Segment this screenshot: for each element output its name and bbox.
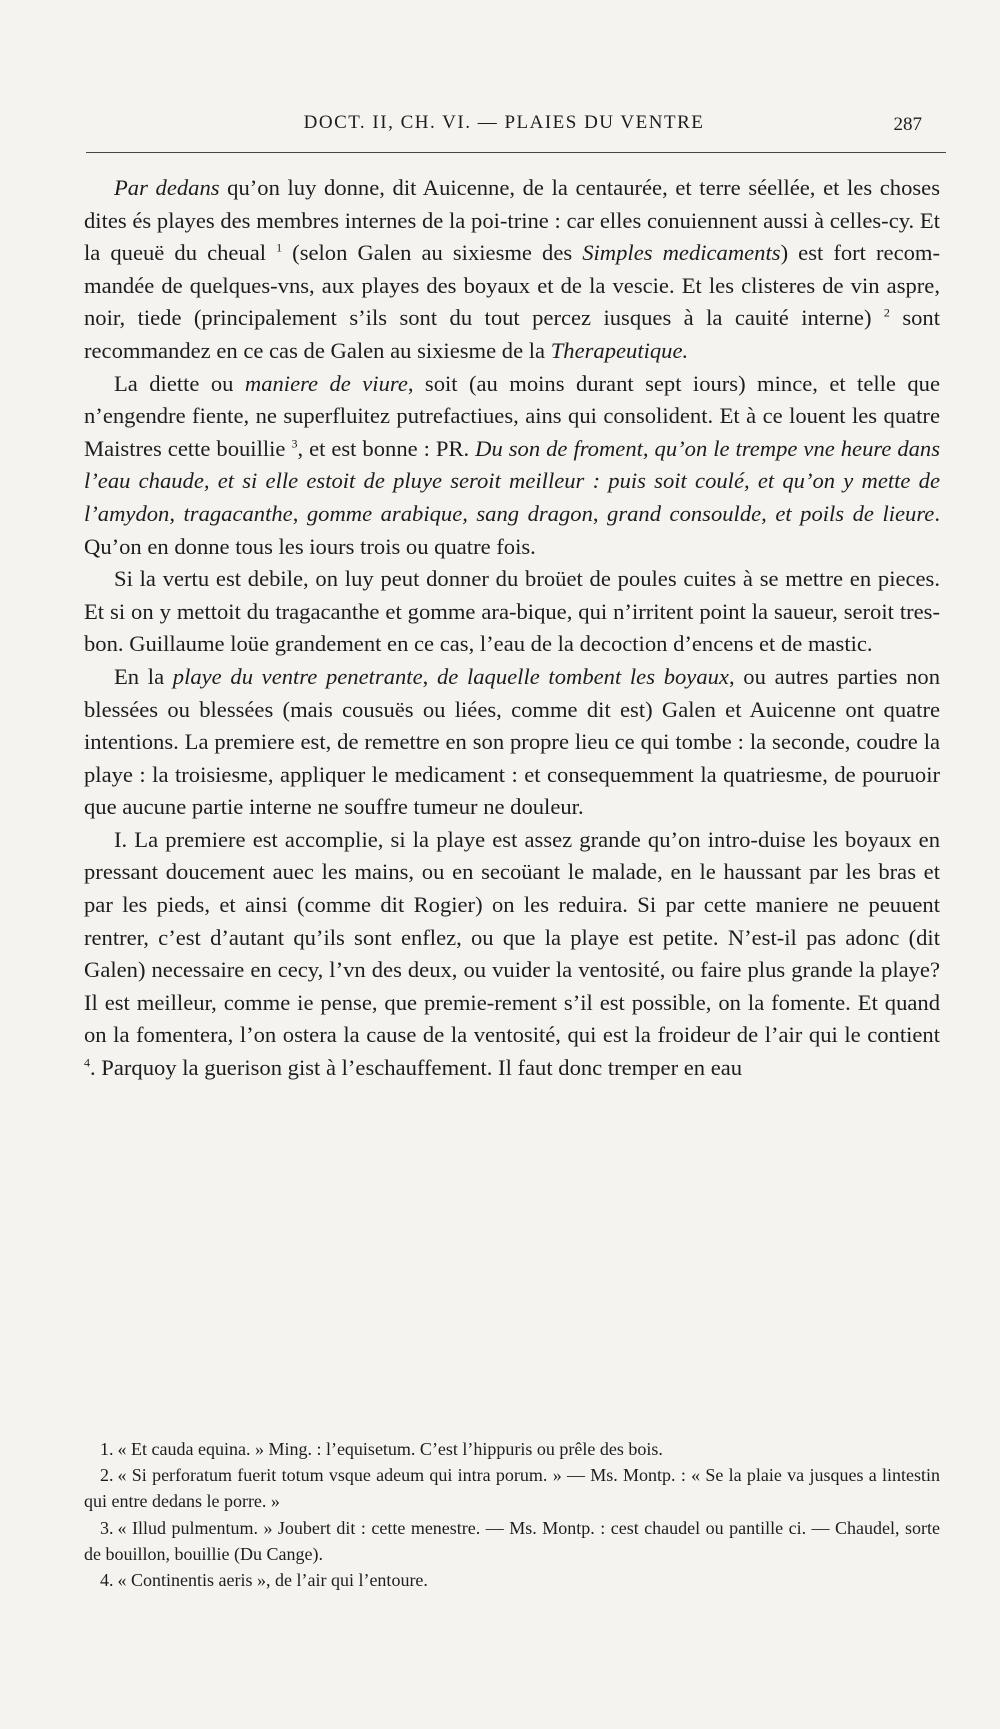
footnote-ref-3: 3 xyxy=(291,436,298,451)
page-number: 287 xyxy=(893,114,922,135)
paragraph-4: En la playe du ventre penetrante, de laquelle tombent les boyaux, ou autres parties non blessées ou blessées (mais cousuës ou liées, comme dit est) Galen et Auicenne ont quatre intentions. La premiere est, de remettre en son propre lieu ce qui tombe : la seconde, coudre la playe : la troisiesme, appliquer le medicament : et consequemment la quatriesme, de pouruoir que aucune partie interne ne souffre tumeur ne douleur. xyxy=(84,663,941,820)
footnote-3: 3. « Illud pulmentum. » Joubert dit : cette menestre. — Ms. Montp. : cest chaudel ou pantille ci. — Chaudel, sorte de bouillon, bouillie (Du Cange). xyxy=(84,1517,940,1564)
footnote-ref-2: 2 xyxy=(883,305,890,320)
footnote-1: 1. « Et cauda equina. » Ming. : l’equisetum. C’est l’hippuris ou prêle des bois. xyxy=(100,1439,663,1459)
paragraph-3: Si la vertu est debile, on luy peut donner du broüet de poules cuites à se mettre en pieces. Et si on y mettoit du tragacanthe et gomme ara-bique, qui n’irritent point la saueur, seroit tres-bon. Guillaume loüe grandement en ce cas, l’eau de la decoction d’encens et de mastic. xyxy=(84,566,940,657)
footnote-ref-4: 4 xyxy=(84,1055,90,1070)
running-head xyxy=(86,112,922,142)
footnote-ref-1: 1 xyxy=(276,240,283,255)
footnotes xyxy=(84,1436,940,1593)
body-text xyxy=(84,172,940,1085)
footnote-2: 2. « Si perforatum fuerit totum vsque adeum qui intra porum. » — Ms. Montp. : « Se la plaie va jusques a lintestin qui entre dedans le porre. » xyxy=(84,1465,940,1512)
footnote-4: 4. « Continentis aeris », de l’air qui l’entoure. xyxy=(100,1570,428,1591)
paragraph-2: La diette ou maniere de viure, soit (au moins durant sept iours) mince, et telle que n’engendre fiente, ne superfluitez putrefactiues, ains qui consolident. Et à ce louent les quatre Maistres cette bouillie $^3$, et est bonne : PR. Du son de froment, qu’on le trempe vne heure dans l’eau chaude, et si elle estoit de pluye seroit meilleur : puis soit coulé, et qu’on y mette de l’amydon, tragacanthe, gomme arabique, sang dragon, grand consoulde, et poils de lieure. Qu’on en donne tous les iours trois ou quatre fois. xyxy=(84,370,941,559)
chapter-title: DOCT. II, CH. VI. — PLAIES DU VENTRE xyxy=(303,112,705,133)
paragraph-1: Par dedans qu’on luy donne, dit Auicenne, de la centaurée, et terre séellée, et les choses dites és playes des membres internes de la poi-trine : car elles conuiennent aussi à celles-cy. Et la queuë du cheual $^1$ (selon Galen au sixiesme des Simples medicaments) est fort recom-mandée de quelques-vns, aux playes des boyaux et de la vescie. Et les clisteres de vin aspre, noir, tiede (principalement s’ils sont du tout percez iusques à la cauité interne) $^2$ sont recommandez en ce cas de Galen au sixiesme de la Therapeutique. xyxy=(84,175,941,363)
header-rule xyxy=(86,152,946,153)
paragraph-5: I. La premiere est accomplie, si la playe est assez grande qu’on intro-duise les boyaux en pressant doucement auec les mains, ou en secoüant le malade, en le haussant par les bras et par les pieds, et ainsi (comme dit Rogier) on les reduira. Si par cette maniere ne peuuent rentrer, c’est d’autant qu’ils sont enflez, ou que la playe est petite. N’est-il pas adonc (dit Galen) necessaire en cecy, l’vn des deux, ou vuider la ventosité, ou faire plus grande la playe? Il est meilleur, comme ie pense, que premie-rement s’il est possible, on la fomente. Et quand on la fomentera, l’on ostera la cause de la ventosité, qui est la froideur de l’air qui le contient $^4$. Parquoy la guerison gist à l’eschauffement. Il faut donc tremper en eau xyxy=(84,826,940,1081)
